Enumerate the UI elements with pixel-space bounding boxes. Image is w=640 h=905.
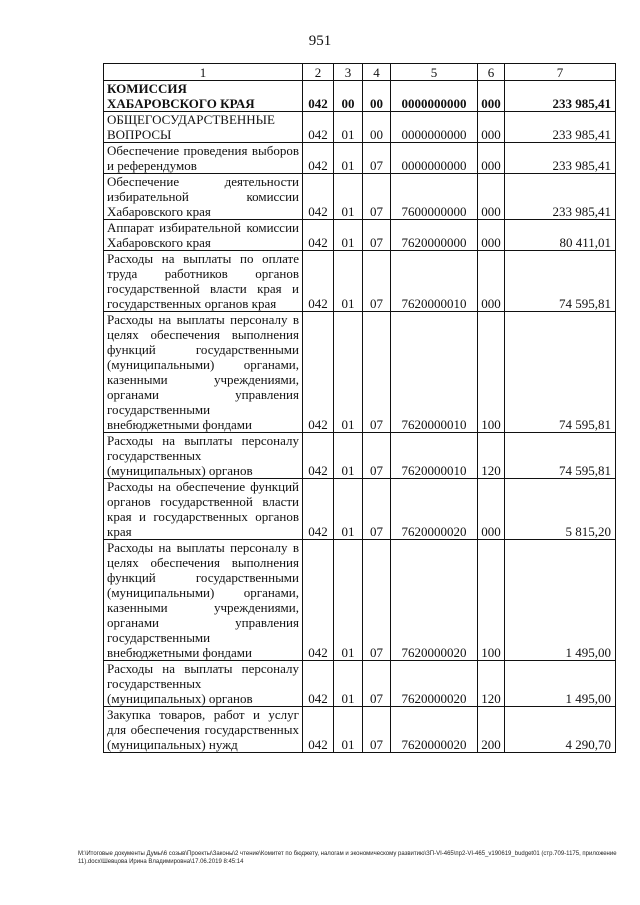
row-value-cell: 7620000020: [391, 540, 478, 661]
row-value-cell: 07: [363, 174, 391, 220]
row-value-cell: 000: [478, 143, 505, 174]
table-row: [104, 479, 616, 540]
row-value-cell: 042: [303, 174, 334, 220]
row-value-cell: 0000000000: [391, 143, 478, 174]
row-name-cell: Расходы на обеспечение функций органов государственной власти края и государственных органов края: [104, 479, 303, 540]
row-value-cell: 80 411,01: [505, 220, 616, 251]
row-value-cell: 07: [363, 312, 391, 433]
row-value-cell: 01: [334, 312, 363, 433]
row-value-cell: 01: [334, 220, 363, 251]
row-name-cell: ОБЩЕГОСУДАРСТВЕННЫЕ ВОПРОСЫ: [104, 112, 303, 143]
row-value-cell: 042: [303, 251, 334, 312]
row-value-cell: 042: [303, 81, 334, 112]
header-row: [104, 64, 616, 81]
row-value-cell: 7620000020: [391, 479, 478, 540]
row-name-cell: Аппарат избирательной комиссии Хабаровского края: [104, 220, 303, 251]
table-row: [104, 707, 616, 753]
row-value-cell: 7620000020: [391, 707, 478, 753]
row-value-cell: 7620000010: [391, 433, 478, 479]
row-value-cell: 0000000000: [391, 112, 478, 143]
row-value-cell: 74 595,81: [505, 251, 616, 312]
row-value-cell: 7620000010: [391, 312, 478, 433]
header-cell: 3: [334, 64, 363, 81]
row-name-cell: Расходы на выплаты персоналу государственных (муниципальных) органов: [104, 661, 303, 707]
row-value-cell: 01: [334, 112, 363, 143]
row-value-cell: 000: [478, 174, 505, 220]
row-value-cell: 07: [363, 479, 391, 540]
row-value-cell: 07: [363, 707, 391, 753]
table-row: [104, 81, 616, 112]
row-value-cell: 07: [363, 433, 391, 479]
row-value-cell: 233 985,41: [505, 112, 616, 143]
row-value-cell: 07: [363, 220, 391, 251]
row-value-cell: 1 495,00: [505, 540, 616, 661]
row-value-cell: 120: [478, 433, 505, 479]
table-row: [104, 433, 616, 479]
table-row: [104, 174, 616, 220]
table-row: [104, 251, 616, 312]
row-value-cell: 042: [303, 220, 334, 251]
row-value-cell: 01: [334, 143, 363, 174]
row-value-cell: 01: [334, 433, 363, 479]
row-value-cell: 042: [303, 707, 334, 753]
row-name-cell: Расходы на выплаты персоналу государственных (муниципальных) органов: [104, 433, 303, 479]
table-row: [104, 661, 616, 707]
row-value-cell: 233 985,41: [505, 174, 616, 220]
row-value-cell: 042: [303, 433, 334, 479]
footer-file-path: M:\Итоговые документы Думы\6 созыв\Проекты\Законы\2 чтение\Комитет по бюджету, налогам и экономическому развитию\ЗП-VI-465\пр2-VI-465_v190619_budget01 (стр.709-1175, приложение 11).docx\Шевцова Ирина Владимировна\17.06.2019 8:45:14: [78, 851, 617, 865]
row-value-cell: 7620000000: [391, 220, 478, 251]
row-value-cell: 042: [303, 112, 334, 143]
budget-table-body: [104, 64, 616, 753]
row-value-cell: 74 595,81: [505, 433, 616, 479]
budget-table: [103, 63, 616, 753]
row-value-cell: 01: [334, 540, 363, 661]
table-row: [104, 112, 616, 143]
row-value-cell: 000: [478, 251, 505, 312]
row-value-cell: 042: [303, 661, 334, 707]
table-row: [104, 540, 616, 661]
table-row: [104, 220, 616, 251]
row-value-cell: 7600000000: [391, 174, 478, 220]
row-value-cell: 042: [303, 479, 334, 540]
row-value-cell: 000: [478, 81, 505, 112]
table-row: [104, 143, 616, 174]
row-value-cell: 000: [478, 220, 505, 251]
row-value-cell: 07: [363, 661, 391, 707]
row-value-cell: 000: [478, 479, 505, 540]
row-name-cell: КОМИССИЯ ХАБАРОВСКОГО КРАЯ: [104, 81, 303, 112]
row-value-cell: 120: [478, 661, 505, 707]
row-value-cell: 1 495,00: [505, 661, 616, 707]
header-cell: 7: [505, 64, 616, 81]
row-value-cell: 01: [334, 661, 363, 707]
row-value-cell: 01: [334, 479, 363, 540]
row-value-cell: 100: [478, 312, 505, 433]
header-cell: 1: [104, 64, 303, 81]
row-value-cell: 000: [478, 112, 505, 143]
row-value-cell: 042: [303, 143, 334, 174]
row-value-cell: 00: [363, 81, 391, 112]
row-value-cell: 7620000010: [391, 251, 478, 312]
row-name-cell: Расходы на выплаты персоналу в целях обеспечения выполнения функций государственными (муниципальными) органами, казенными учреждениями, органами управления государственными внебюджетными фондами: [104, 540, 303, 661]
row-name-cell: Расходы на выплаты по оплате труда работников органов государственной власти края и государственных органов края: [104, 251, 303, 312]
row-value-cell: 01: [334, 251, 363, 312]
table-row: [104, 312, 616, 433]
row-value-cell: 74 595,81: [505, 312, 616, 433]
page-number: 951: [308, 33, 332, 49]
row-value-cell: 7620000020: [391, 661, 478, 707]
row-value-cell: 042: [303, 312, 334, 433]
row-name-cell: Обеспечение проведения выборов и референдумов: [104, 143, 303, 174]
row-value-cell: 00: [334, 81, 363, 112]
row-value-cell: 233 985,41: [505, 143, 616, 174]
header-cell: 5: [391, 64, 478, 81]
row-value-cell: 01: [334, 707, 363, 753]
row-value-cell: 233 985,41: [505, 81, 616, 112]
header-cell: 2: [303, 64, 334, 81]
row-value-cell: 4 290,70: [505, 707, 616, 753]
row-value-cell: 042: [303, 540, 334, 661]
row-name-cell: Закупка товаров, работ и услуг для обеспечения государственных (муниципальных) нужд: [104, 707, 303, 753]
row-value-cell: 100: [478, 540, 505, 661]
header-cell: 6: [478, 64, 505, 81]
row-value-cell: 01: [334, 174, 363, 220]
row-name-cell: Расходы на выплаты персоналу в целях обеспечения выполнения функций государственными (муниципальными) органами, казенными учреждениями, органами управления государственными внебюджетными фондами: [104, 312, 303, 433]
row-value-cell: 07: [363, 143, 391, 174]
row-value-cell: 200: [478, 707, 505, 753]
row-value-cell: 00: [363, 112, 391, 143]
row-value-cell: 07: [363, 540, 391, 661]
header-cell: 4: [363, 64, 391, 81]
row-value-cell: 5 815,20: [505, 479, 616, 540]
row-name-cell: Обеспечение деятельности избирательной комиссии Хабаровского края: [104, 174, 303, 220]
row-value-cell: 0000000000: [391, 81, 478, 112]
row-value-cell: 07: [363, 251, 391, 312]
